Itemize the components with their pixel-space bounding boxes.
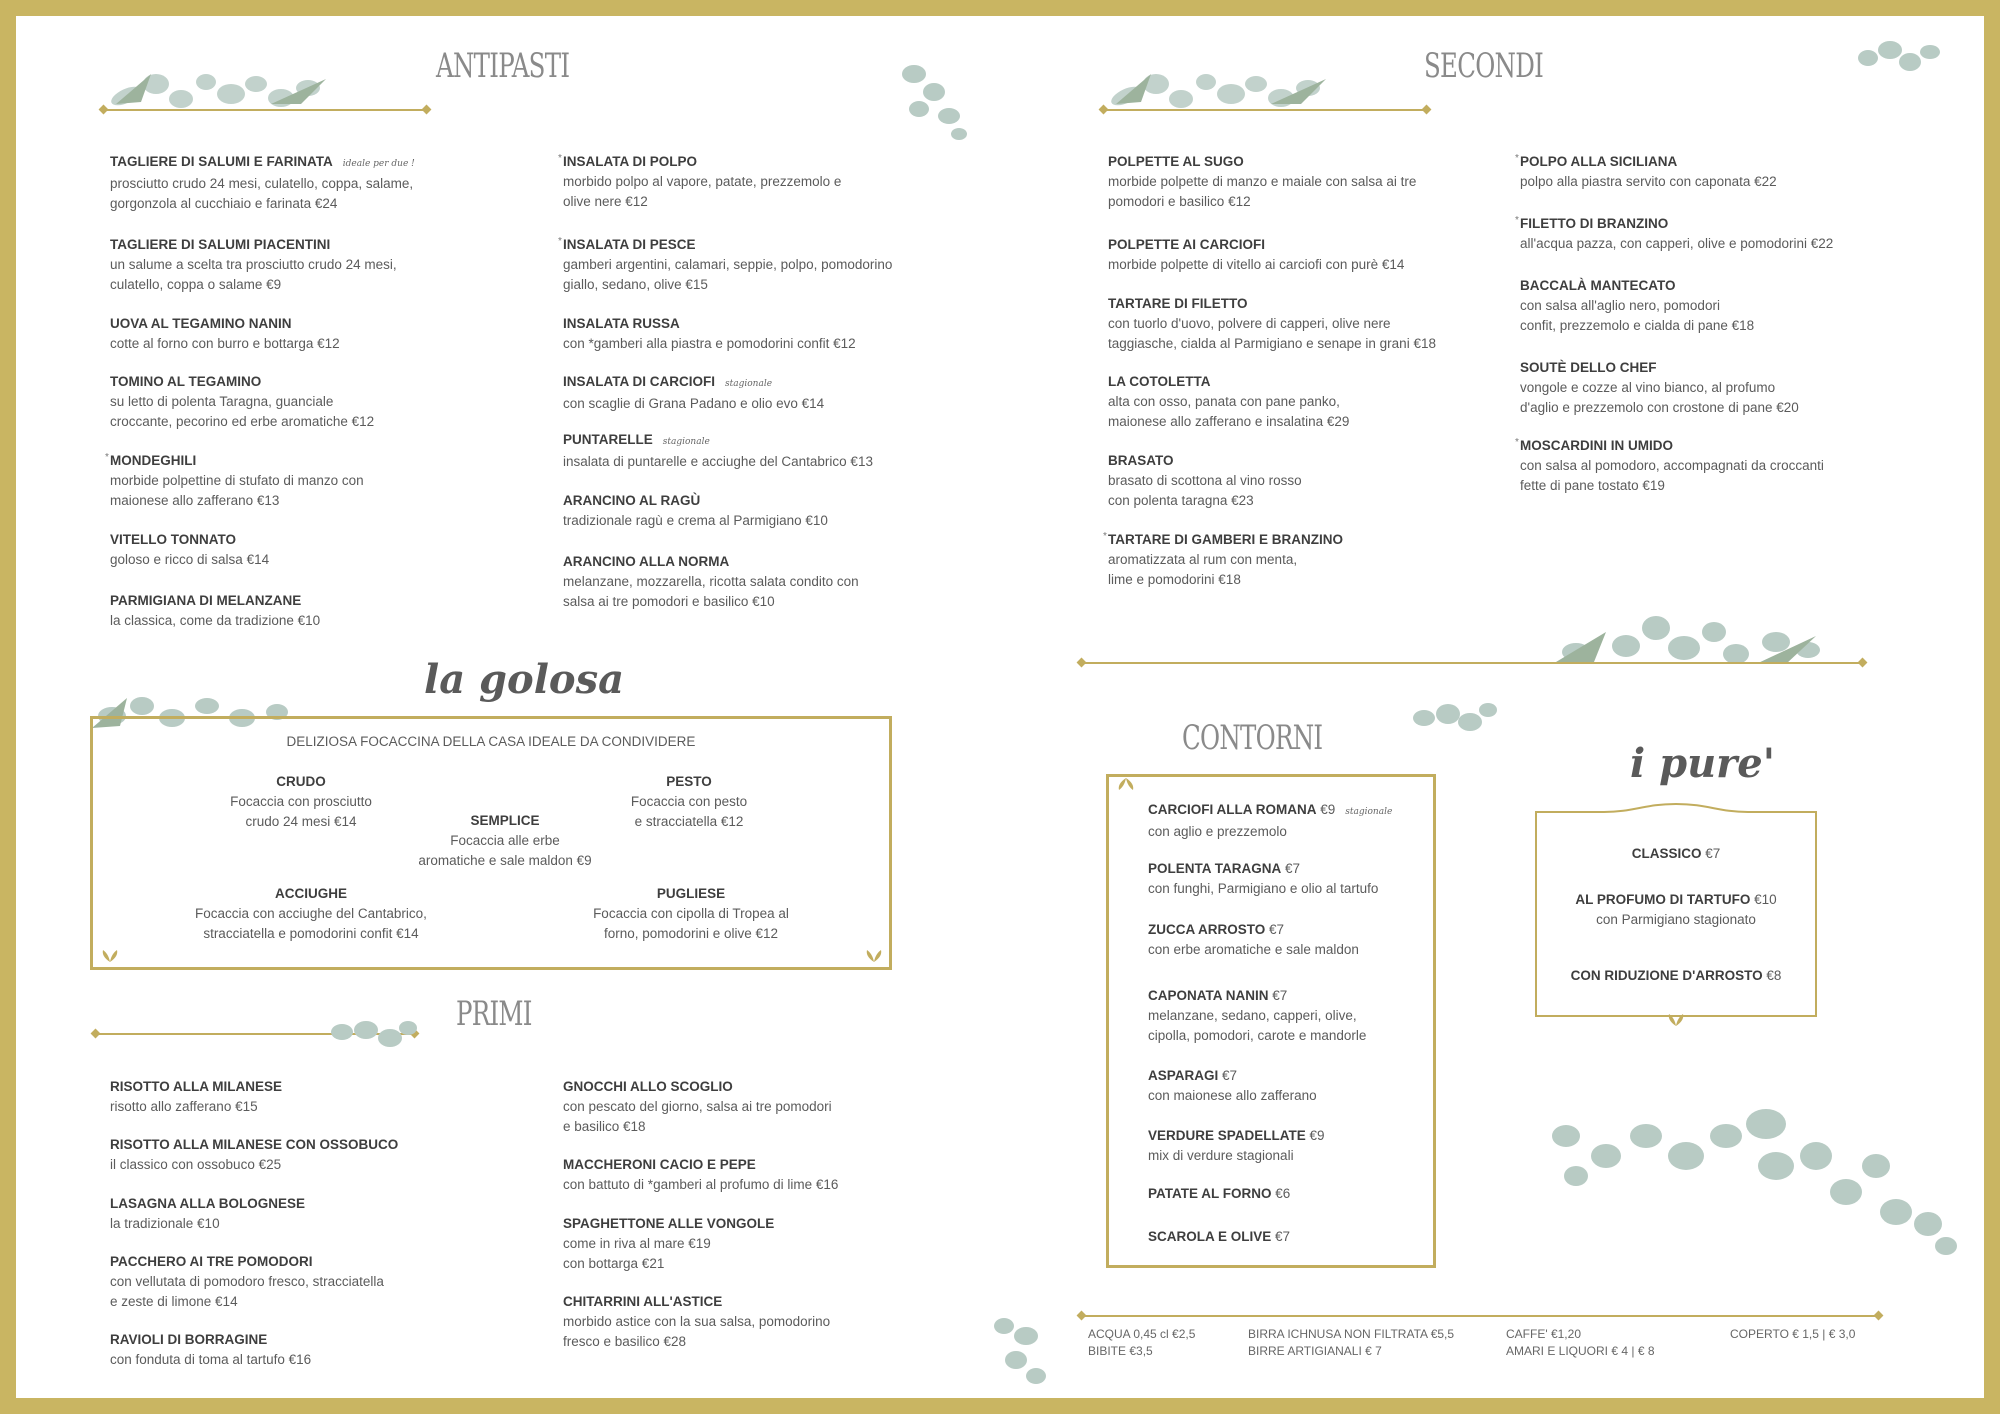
item-name: CARCIOFI ALLA ROMANA xyxy=(1148,802,1317,817)
item-tag: stagionale xyxy=(725,379,773,389)
eucalyptus-leaf-icon xyxy=(894,54,974,149)
menu-item xyxy=(110,591,320,631)
item-description: vongole e cozze al vino bianco, al profumo xyxy=(1520,380,1776,395)
menu-item xyxy=(1148,800,1392,842)
item-description: e stracciatella €12 xyxy=(634,814,744,829)
item-description: fette di pane tostato €19 xyxy=(1520,478,1665,493)
menu-item xyxy=(110,1077,282,1117)
menu-item xyxy=(563,1292,830,1352)
gold-sprig-icon xyxy=(100,948,120,969)
eucalyptus-leaf-icon xyxy=(1852,34,1944,85)
item-name: POLPO ALLA SICILIANA xyxy=(1520,154,1678,169)
item-description: aromatiche e sale maldon €9 xyxy=(418,853,592,868)
item-description: la classica, come da tradizione €10 xyxy=(110,613,321,628)
menu-item xyxy=(563,491,828,531)
item-description: olive nere €12 xyxy=(563,194,648,209)
item-description: con scaglie di Grana Padano e olio evo €14 xyxy=(563,396,825,411)
item-description: con funghi, Parmigiano e olio al tartufo xyxy=(1148,881,1379,896)
item-price: €7 xyxy=(1265,922,1285,937)
eucalyptus-leaf-icon xyxy=(986,1306,1066,1398)
item-description: all'acqua pazza, con capperi, olive e pomodorini €22 xyxy=(1520,236,1834,251)
item-name: TAGLIERE DI SALUMI PIACENTINI xyxy=(110,237,331,252)
menu-item xyxy=(1515,436,1824,496)
menu-item xyxy=(110,372,374,432)
menu-item xyxy=(110,530,269,570)
item-name: LASAGNA ALLA BOLOGNESE xyxy=(110,1196,305,1211)
menu-item xyxy=(1544,966,1808,986)
secondi-bottom-rule xyxy=(1082,662,1862,664)
gold-sprig-icon xyxy=(864,948,884,969)
item-description: goloso e ricco di salsa €14 xyxy=(110,552,270,567)
item-description: la tradizionale €10 xyxy=(110,1216,220,1231)
star-marker: * xyxy=(1103,531,1107,542)
item-description: maionese allo zafferano e insalatina €29 xyxy=(1108,414,1350,429)
item-description: morbide polpette di vitello ai carciofi con purè €14 xyxy=(1108,257,1405,272)
item-price: €9 xyxy=(1316,802,1336,817)
menu-item xyxy=(1148,920,1359,960)
secondi-rule xyxy=(1104,109,1426,111)
item-description: morbido astice con la sua salsa, pomodorino xyxy=(563,1314,831,1329)
menu-item xyxy=(1148,1066,1317,1106)
item-description: aromatizzata al rum con menta, xyxy=(1108,552,1298,567)
item-tag: stagionale xyxy=(1345,807,1393,817)
item-description: Focaccia con acciughe del Cantabrico, xyxy=(195,906,427,921)
menu-item xyxy=(110,1135,398,1175)
menu-item xyxy=(110,1330,311,1370)
item-description: con salsa al pomodoro, accompagnati da croccanti xyxy=(1520,458,1824,473)
item-name: TARTARE DI FILETTO xyxy=(1108,296,1248,311)
footer-col-2 xyxy=(1248,1326,1454,1360)
item-description: d'aglio e prezzemolo con crostone di pane €20 xyxy=(1520,400,1799,415)
item-name: POLPETTE AI CARCIOFI xyxy=(1108,237,1266,252)
item-description: Focaccia con pesto xyxy=(630,794,748,809)
menu-item xyxy=(563,372,824,414)
item-name: VITELLO TONNATO xyxy=(110,532,237,547)
menu-item xyxy=(1148,859,1378,899)
item-name: CLASSICO xyxy=(1631,846,1702,861)
antipasti-rule xyxy=(104,109,426,111)
primi-title: PRIMI xyxy=(456,994,532,1034)
item-name: CAPONATA NANIN xyxy=(1148,988,1269,1003)
menu-item xyxy=(1515,214,1834,254)
item-description: con vellutata di pomodoro fresco, stracciatella xyxy=(110,1274,384,1289)
item-description: morbide polpettine di stufato di manzo con xyxy=(110,473,364,488)
item-price: €10 xyxy=(1750,892,1777,907)
item-description: lime e pomodorini €18 xyxy=(1108,572,1241,587)
footer-line: AMARI E LIQUORI € 4 | € 8 xyxy=(1506,1344,1655,1358)
footer-line: BIRRE ARTIGIANALI € 7 xyxy=(1248,1344,1382,1358)
item-price: €8 xyxy=(1762,968,1782,983)
item-name: ARANCINO ALLA NORMA xyxy=(563,554,730,569)
item-description: cipolla, pomodori, carote e mandorle xyxy=(1148,1028,1367,1043)
item-description: con polenta taragna €23 xyxy=(1108,493,1254,508)
item-name: PATATE AL FORNO xyxy=(1148,1186,1272,1201)
item-description: insalata di puntarelle e acciughe del Cantabrico €13 xyxy=(563,454,873,469)
focaccia-item xyxy=(166,884,456,944)
item-name: SCAROLA E OLIVE xyxy=(1148,1229,1272,1244)
item-description: giallo, sedano, olive €15 xyxy=(563,277,708,292)
menu-item xyxy=(110,152,415,214)
eucalyptus-leaf-icon xyxy=(324,1010,424,1063)
item-description: salsa ai tre pomodori e basilico €10 xyxy=(563,594,775,609)
item-description: con Parmigiano stagionato xyxy=(1596,912,1756,927)
item-description: confit, prezzemolo e cialda di pane €18 xyxy=(1520,318,1755,333)
secondi-title: SECONDI xyxy=(1424,46,1544,86)
item-description: fresco e basilico €28 xyxy=(563,1334,687,1349)
item-tag: ideale per due ! xyxy=(342,159,415,169)
item-description: con aglio e prezzemolo xyxy=(1148,824,1287,839)
footer-line: CAFFE' €1,20 xyxy=(1506,1327,1581,1341)
item-name: ZUCCA ARROSTO xyxy=(1148,922,1266,937)
item-name: PARMIGIANA DI MELANZANE xyxy=(110,593,302,608)
item-name: MOSCARDINI IN UMIDO xyxy=(1520,438,1673,453)
gold-sprig-icon xyxy=(1666,1012,1686,1033)
item-description: con pescato del giorno, salsa ai tre pomodori xyxy=(563,1099,832,1114)
menu-item xyxy=(563,430,873,472)
item-name: INSALATA DI PESCE xyxy=(563,237,696,252)
item-price: €7 xyxy=(1281,861,1301,876)
item-name: LA COTOLETTA xyxy=(1108,374,1211,389)
item-description: gamberi argentini, calamari, seppie, polpo, pomodorino xyxy=(563,257,893,272)
footer-line: BIRRA ICHNUSA NON FILTRATA €5,5 xyxy=(1248,1327,1455,1341)
menu-item xyxy=(1148,1227,1290,1247)
item-name: INSALATA DI POLPO xyxy=(563,154,697,169)
item-price: €7 xyxy=(1268,988,1288,1003)
item-description: con battuto di *gamberi al profumo di lime €16 xyxy=(563,1177,839,1192)
antipasti-title: ANTIPASTI xyxy=(436,46,570,86)
item-description: gorgonzola al cucchiaio e farinata €24 xyxy=(110,196,338,211)
item-description: con erbe aromatiche e sale maldon xyxy=(1148,942,1359,957)
menu-item xyxy=(1148,1184,1290,1204)
item-name: PESTO xyxy=(666,774,712,789)
star-marker: * xyxy=(558,153,562,164)
item-description: con tuorlo d'uovo, polvere di capperi, olive nere xyxy=(1108,316,1391,331)
menu-item xyxy=(1515,152,1777,192)
item-description: brasato di scottona al vino rosso xyxy=(1108,473,1302,488)
item-description: il classico con ossobuco €25 xyxy=(110,1157,282,1172)
item-name: CRUDO xyxy=(276,774,326,789)
menu-item xyxy=(1108,372,1349,432)
footer-line: COPERTO € 1,5 | € 3,0 xyxy=(1730,1327,1856,1341)
item-description: tradizionale ragù e crema al Parmigiano €10 xyxy=(563,513,828,528)
eucalyptus-leaf-icon xyxy=(1536,602,1836,687)
menu-item xyxy=(558,235,893,295)
item-name: MONDEGHILI xyxy=(110,453,197,468)
menu-item xyxy=(110,1194,305,1234)
item-description: morbido polpo al vapore, patate, prezzemolo e xyxy=(563,174,842,189)
menu-item xyxy=(110,314,340,354)
item-name: TOMINO AL TEGAMINO xyxy=(110,374,262,389)
menu-item xyxy=(110,1252,384,1312)
item-description: risotto allo zafferano €15 xyxy=(110,1099,258,1114)
menu-item xyxy=(1103,530,1343,590)
menu-item xyxy=(1544,844,1808,864)
item-description: con salsa all'aglio nero, pomodori xyxy=(1520,298,1720,313)
item-price: €6 xyxy=(1271,1186,1291,1201)
item-name: RISOTTO ALLA MILANESE xyxy=(110,1079,282,1094)
item-name: TAGLIERE DI SALUMI E FARINATA xyxy=(110,154,333,169)
menu-item xyxy=(563,552,859,612)
eucalyptus-leaf-icon xyxy=(1536,1096,1976,1271)
focaccia-item xyxy=(380,811,630,871)
menu-item xyxy=(1108,294,1436,354)
golosa-subtitle: DELIZIOSA FOCACCINA DELLA CASA IDEALE DA CONDIVIDERE xyxy=(286,734,696,749)
item-name: POLENTA TARAGNA xyxy=(1148,861,1282,876)
item-description: un salume a scelta tra prosciutto crudo 24 mesi, xyxy=(110,257,397,272)
item-description: con *gamberi alla piastra e pomodorini confit €12 xyxy=(563,336,856,351)
menu-item xyxy=(1544,890,1808,930)
menu-item xyxy=(1520,358,1799,418)
item-price: €7 xyxy=(1271,1229,1291,1244)
item-description: alta con osso, panata con pane panko, xyxy=(1108,394,1340,409)
item-description: culatello, coppa o salame €9 xyxy=(110,277,282,292)
item-description: con fonduta di toma al tartufo €16 xyxy=(110,1352,312,1367)
item-name: FILETTO DI BRANZINO xyxy=(1520,216,1669,231)
item-price: €7 xyxy=(1218,1068,1238,1083)
item-description: su letto di polenta Taragna, guanciale xyxy=(110,394,334,409)
item-name: CHITARRINI ALL'ASTICE xyxy=(563,1294,723,1309)
footer-col-4 xyxy=(1730,1326,1855,1343)
item-tag: stagionale xyxy=(662,437,710,447)
item-name: VERDURE SPADELLATE xyxy=(1148,1128,1306,1143)
menu-item xyxy=(563,1155,838,1195)
item-description: polpo alla piastra servito con caponata €22 xyxy=(1520,174,1777,189)
item-description: Focaccia con cipolla di Tropea al xyxy=(593,906,789,921)
pure-title: i pure' xyxy=(1630,740,1775,787)
item-name: UOVA AL TEGAMINO NANIN xyxy=(110,316,292,331)
menu-item xyxy=(1108,235,1404,275)
focaccia-item xyxy=(556,884,826,944)
item-name: PUGLIESE xyxy=(656,886,726,901)
item-description: taggiasche, cialda al Parmigiano e senape in grani €18 xyxy=(1108,336,1436,351)
item-name: BACCALÀ MANTECATO xyxy=(1520,278,1676,293)
golosa-title: la golosa xyxy=(424,656,624,703)
star-marker: * xyxy=(1515,215,1519,226)
menu-item xyxy=(110,235,397,295)
item-name: INSALATA RUSSA xyxy=(563,316,680,331)
item-name: CON RIDUZIONE D'ARROSTO xyxy=(1570,968,1763,983)
menu-item xyxy=(105,451,364,511)
item-name: ASPARAGI xyxy=(1148,1068,1219,1083)
item-description: Focaccia con prosciutto xyxy=(230,794,372,809)
item-name: SPAGHETTONE ALLE VONGOLE xyxy=(563,1216,775,1231)
footer-line: ACQUA 0,45 cl €2,5 xyxy=(1088,1327,1196,1341)
contorni-title: CONTORNI xyxy=(1182,718,1323,758)
item-name: INSALATA DI CARCIOFI xyxy=(563,374,715,389)
item-name: RAVIOLI DI BORRAGINE xyxy=(110,1332,268,1347)
gold-sprig-icon xyxy=(1116,776,1136,797)
item-description: forno, pomodorini e olive €12 xyxy=(603,926,779,941)
item-description: mix di verdure stagionali xyxy=(1148,1148,1294,1163)
item-name: PACCHERO AI TRE POMODORI xyxy=(110,1254,313,1269)
star-marker: * xyxy=(1515,153,1519,164)
item-name: TARTARE DI GAMBERI E BRANZINO xyxy=(1108,532,1343,547)
item-description: maionese allo zafferano €13 xyxy=(110,493,280,508)
item-description: come in riva al mare €19 xyxy=(563,1236,711,1251)
item-name: ACCIUGHE xyxy=(274,886,347,901)
menu-item xyxy=(1108,451,1302,511)
item-name: RISOTTO ALLA MILANESE CON OSSOBUCO xyxy=(110,1137,399,1152)
menu-item xyxy=(558,152,842,212)
item-description: crudo 24 mesi €14 xyxy=(245,814,357,829)
star-marker: * xyxy=(558,236,562,247)
menu-page xyxy=(16,16,1984,1398)
menu-item xyxy=(1148,986,1366,1046)
item-description: Focaccia alle erbe xyxy=(450,833,560,848)
item-description: prosciutto crudo 24 mesi, culatello, coppa, salame, xyxy=(110,176,414,191)
item-description: cotte al forno con burro e bottarga €12 xyxy=(110,336,340,351)
menu-item xyxy=(1148,1126,1325,1166)
menu-item xyxy=(563,1077,832,1137)
item-description: pomodori e basilico €12 xyxy=(1108,194,1251,209)
item-name: BRASATO xyxy=(1108,453,1174,468)
footer-col-1 xyxy=(1088,1326,1195,1360)
item-price: €7 xyxy=(1701,846,1721,861)
menu-item xyxy=(563,314,856,354)
item-description: stracciatella e pomodorini confit €14 xyxy=(203,926,419,941)
item-name: PUNTARELLE xyxy=(563,432,653,447)
item-description: melanzane, sedano, capperi, olive, xyxy=(1148,1008,1357,1023)
item-name: AL PROFUMO DI TARTUFO xyxy=(1575,892,1751,907)
item-description: e basilico €18 xyxy=(563,1119,646,1134)
item-description: con maionese allo zafferano xyxy=(1148,1088,1317,1103)
star-marker: * xyxy=(1515,437,1519,448)
footer-col-3 xyxy=(1506,1326,1655,1360)
item-description: con bottarga €21 xyxy=(563,1256,665,1271)
item-name: SEMPLICE xyxy=(470,813,540,828)
item-description: morbide polpette di manzo e maiale con salsa ai tre xyxy=(1108,174,1417,189)
item-price: €9 xyxy=(1305,1128,1325,1143)
item-name: GNOCCHI ALLO SCOGLIO xyxy=(563,1079,733,1094)
eucalyptus-leaf-icon xyxy=(1404,692,1504,747)
item-name: ARANCINO AL RAGÙ xyxy=(563,493,701,508)
item-description: e zeste di limone €14 xyxy=(110,1294,238,1309)
menu-item xyxy=(1520,276,1754,336)
item-name: MACCHERONI CACIO E PEPE xyxy=(563,1157,756,1172)
item-name: SOUTÈ DELLO CHEF xyxy=(1520,360,1657,375)
item-name: POLPETTE AL SUGO xyxy=(1108,154,1244,169)
item-description: croccante, pecorino ed erbe aromatiche €12 xyxy=(110,414,375,429)
menu-item xyxy=(563,1214,774,1274)
footer-line: BIBITE €3,5 xyxy=(1088,1344,1153,1358)
item-description: melanzane, mozzarella, ricotta salata condito con xyxy=(563,574,859,589)
star-marker: * xyxy=(105,452,109,463)
footer-rule xyxy=(1082,1315,1878,1317)
menu-item xyxy=(1108,152,1416,212)
